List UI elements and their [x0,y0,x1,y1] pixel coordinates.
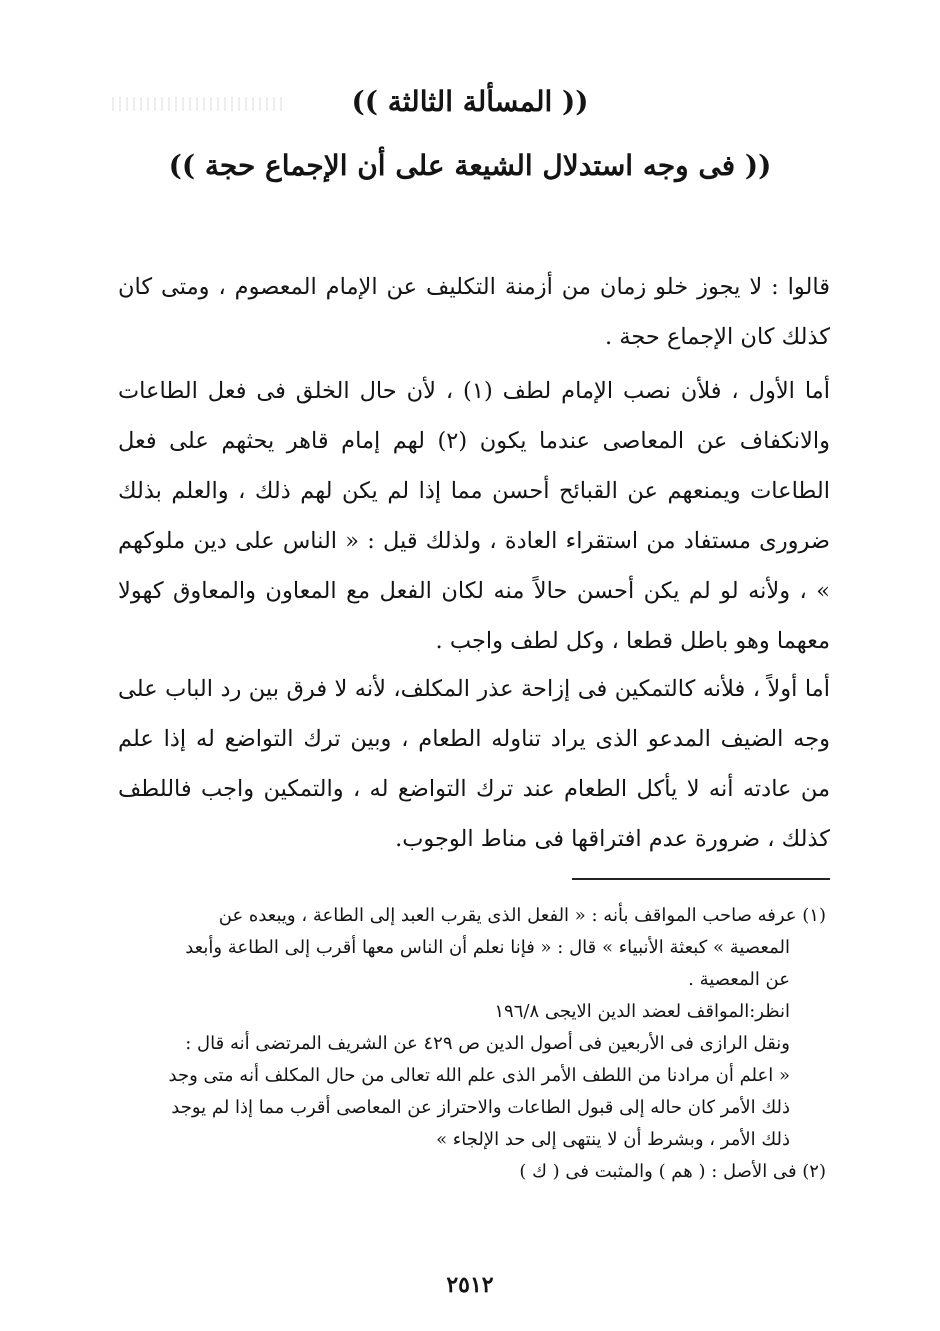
page-number: ٢٥١٢ [446,1272,494,1298]
footnote-1-line: ونقل الرازى فى الأربعين فى أصول الدين ص ٤٢٩ عن الشريف المرتضى أنه قال : [185,1033,790,1054]
footnote-1-line: المعصية » كبعثة الأنبياء » قال : « فإنا نعلم أن الناس معها أقرب إلى الطاعة وأبعد [185,937,790,958]
footnote-1-line: انظر:المواقف لعضد الدين الايجى ١٩٦/٨ [494,1001,790,1022]
body-paragraph-3: أما أولاً ، فلأنه كالتمكين فى إزاحة عذر المكلف، لأنه لا فرق بين رد الباب على وجه الضيف المدعو الذى يراد تناوله الطعام ، وبين ترك التواضع له إذا علم من عادته أنه لا يأكل الطعام عند ترك التواضع له ، والتمكين واجب فاللطف كذلك ، ضرورة عدم افتراقها فى مناط الوجوب. [118,676,831,852]
footnote-2: (٢) فى الأصل : ( هم ) والمثبت فى ( ك ) [519,1161,826,1182]
section-subtitle: (( فى وجه استدلال الشيعة على أن الإجماع حجة )) [168,149,772,182]
footnote-1-line: « اعلم أن مرادنا من اللطف الأمر الذى علم الله تعالى من حال المكلف أنه متى وجد [168,1065,790,1086]
footnotes [118,900,826,1188]
footnote-1-line: ذلك الأمر كان حاله إلى قبول الطاعات والاحتراز عن المعاصى أقرب مما إذا لم يوجد [171,1097,790,1118]
footnote-separator [572,878,830,880]
footnote-1-line: عن المعصية . [688,969,790,990]
footnote-1-line: (١) عرفه صاحب المواقف بأنه : « الفعل الذى يقرب العبد إلى الطاعة ، ويبعده عن [218,905,826,926]
body-paragraph-2: أما الأول ، فلأن نصب الإمام لطف (١) ، لأن حال الخلق فى فعل الطاعات والانكفاف عن المعاصى عندما يكون (٢) لهم إمام قاهر يحثهم على فعل الطاعات ويمنعهم عن القبائح أحسن مما إذا لم يكن لهم ذلك ، والعلم بذلك ضرورى مستفاد من استقراء العادة ، ولذلك قيل : « الناس على دين ملوكهم » ، ولأنه لو لم يكن أحسن حالاً منه لكان الفعل مع المعاون والمعاوق كهولا معهما وهو باطل قطعا ، وكل لطف واجب . [118,378,830,654]
section-title: (( المسألة الثالثة )) [351,85,589,118]
footnote-1-line: ذلك الأمر ، وبشرط أن لا ينتهى إلى حد الإلجاء » [436,1129,790,1150]
body-paragraph-1: قالوا : لا يجوز خلو زمان من أزمنة التكليف عن الإمام المعصوم ، ومتى كان كذلك كان الإجماع حجة . [118,274,830,350]
